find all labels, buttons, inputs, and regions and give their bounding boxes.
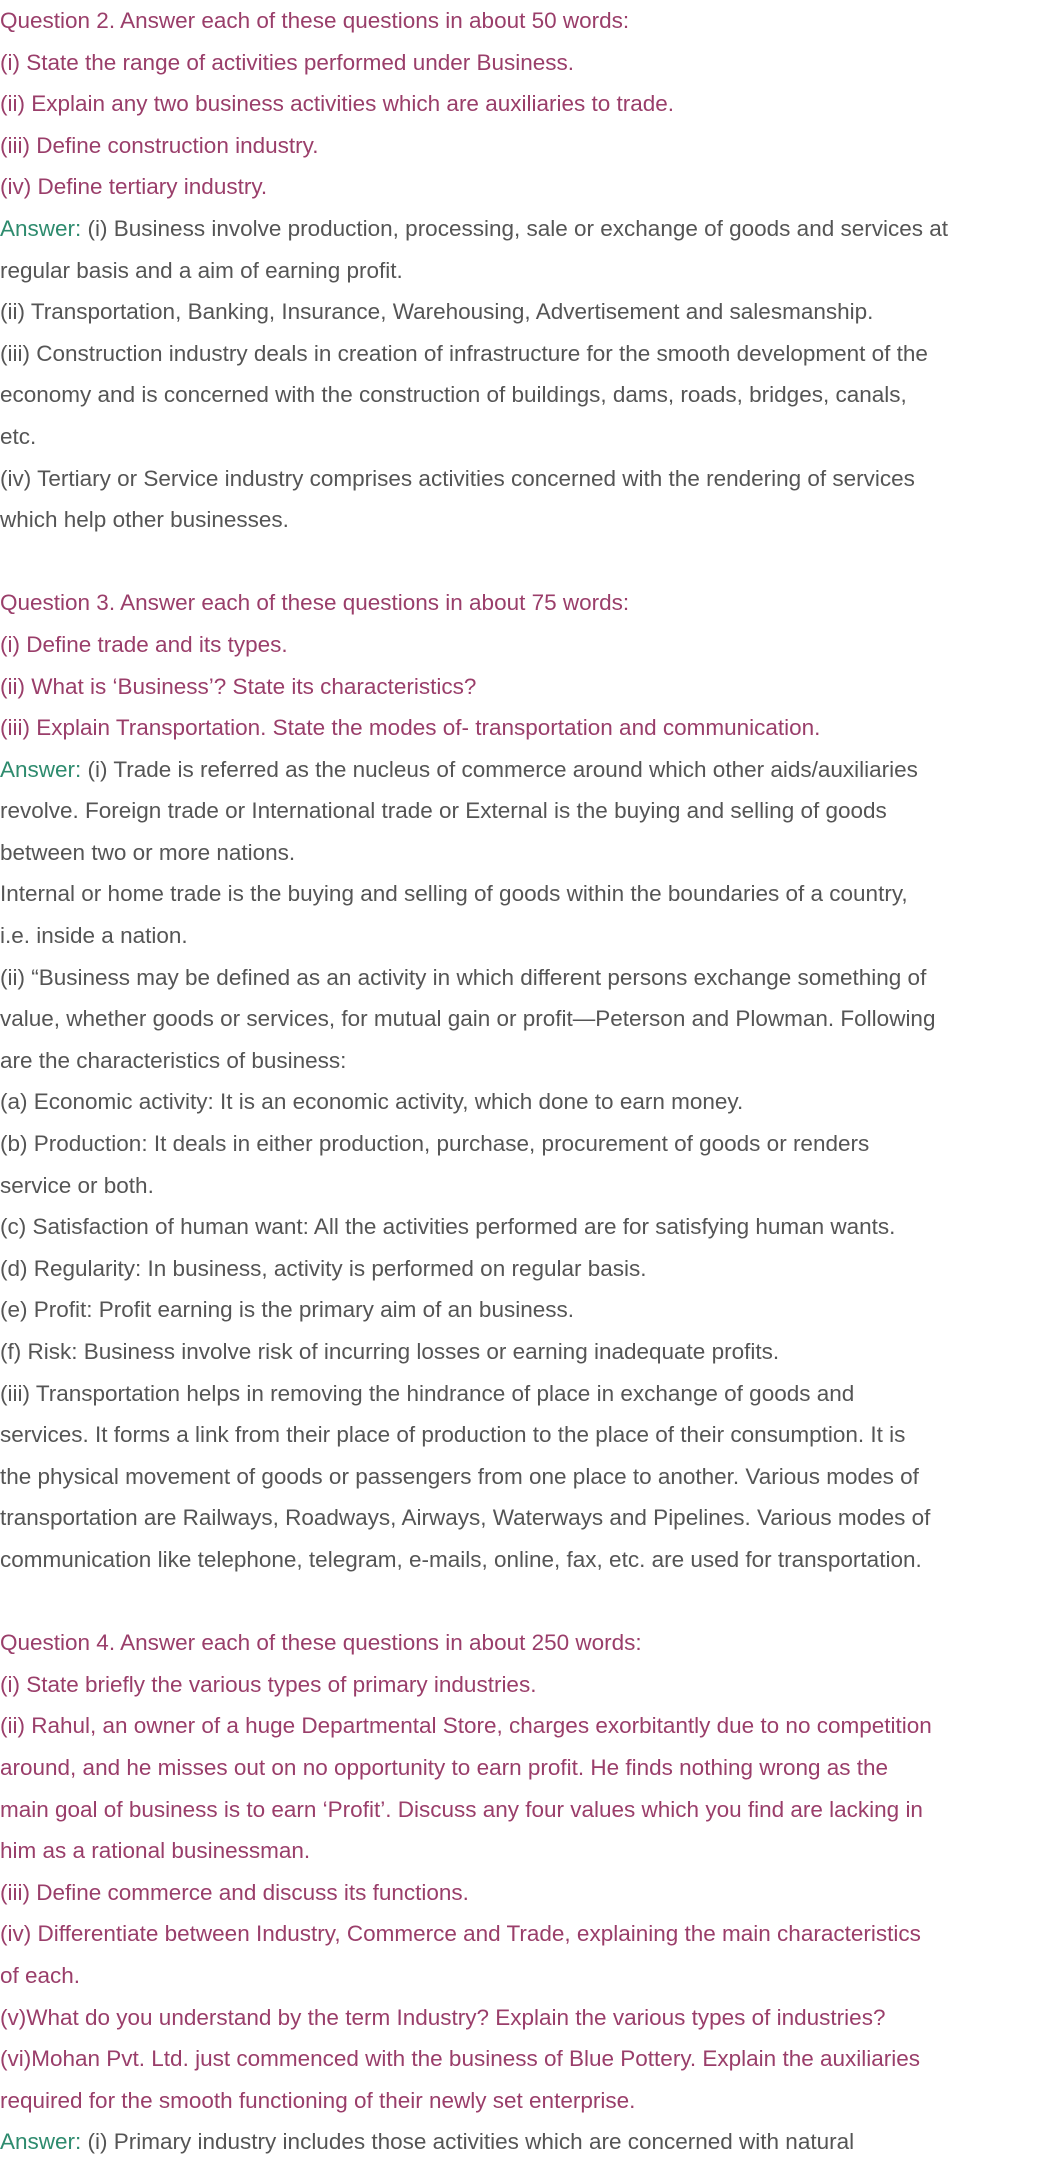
answer-line: are the characteristics of business:: [0, 1047, 347, 1073]
question-item: (iii) Explain Transportation. State the modes of- transportation and communication.: [0, 715, 821, 741]
answer-line: Internal or home trade is the buying and selling of goods within the boundaries of a country,: [0, 881, 908, 907]
answer-line: (ii) “Business may be defined as an activity in which different persons exchange something of: [0, 964, 927, 990]
question-title: Question 2. Answer each of these questions in about 50 words:: [0, 8, 630, 33]
question-item: required for the smooth functioning of their newly set enterprise.: [0, 2087, 636, 2113]
answer-line: (a) Economic activity: It is an economic activity, which done to earn money.: [0, 1089, 744, 1115]
answer-text: (i) Business involve production, processing, sale or exchange of goods and services at: [81, 215, 949, 241]
question-item: (iii) Define construction industry.: [0, 132, 319, 158]
answer-line: [0, 2121, 1054, 2163]
answer-line: (iv) Tertiary or Service industry comprises activities concerned with the rendering of services: [0, 465, 915, 491]
question-item: him as a rational businessman.: [0, 1838, 311, 1864]
answer-line: (e) Profit: Profit earning is the primary aim of an business.: [0, 1297, 574, 1323]
question-2: [0, 0, 1054, 541]
answer-text: (i) Trade is referred as the nucleus of commerce around which other aids/auxiliaries: [81, 756, 918, 782]
answer-line: (ii) Transportation, Banking, Insurance, Warehousing, Advertisement and salesmanship.: [0, 299, 874, 325]
answer-label: Answer:: [0, 215, 82, 241]
question-item: around, and he misses out on no opportunity to earn profit. He finds nothing wrong as the: [0, 1754, 889, 1780]
question-item: (iii) Define commerce and discuss its functions.: [0, 1879, 469, 1905]
answer-line: which help other businesses.: [0, 507, 289, 533]
answer-line: etc.: [0, 423, 37, 449]
answer-line: regular basis and a aim of earning profit.: [0, 257, 403, 283]
answer-line: service or both.: [0, 1172, 154, 1198]
question-title: Question 3. Answer each of these questions in about 75 words:: [0, 590, 630, 616]
question-4: [0, 1622, 1054, 2163]
answer-label: Answer:: [0, 756, 82, 782]
question-item: (iv) Differentiate between Industry, Commerce and Trade, explaining the main characteristics: [0, 1921, 921, 1947]
answer-line: revolve. Foreign trade or International trade or External is the buying and selling of goods: [0, 798, 887, 824]
spacer: [0, 541, 1054, 583]
question-item: (i) State the range of activities performed under Business.: [0, 49, 575, 75]
answer-line: (iii) Transportation helps in removing the hindrance of place in exchange of goods and: [0, 1380, 855, 1406]
question-item: (ii) Rahul, an owner of a huge Departmental Store, charges exorbitantly due to no competition: [0, 1713, 932, 1739]
answer-line: (b) Production: It deals in either production, purchase, procurement of goods or renders: [0, 1131, 870, 1157]
answer-line: communication like telephone, telegram, e-mails, online, fax, etc. are used for transportation.: [0, 1546, 922, 1572]
question-item: main goal of business is to earn ‘Profit’. Discuss any four values which you find are lacking in: [0, 1796, 923, 1822]
question-item: (i) State briefly the various types of primary industries.: [0, 1671, 537, 1697]
spacer: [0, 1581, 1054, 1623]
question-item: of each.: [0, 1962, 81, 1988]
answer-line: (d) Regularity: In business, activity is performed on regular basis.: [0, 1255, 647, 1281]
question-3: [0, 582, 1054, 1580]
answer-line: [0, 749, 1054, 791]
question-item: (ii) Explain any two business activities which are auxiliaries to trade.: [0, 91, 675, 117]
answer-text: (i) Primary industry includes those activities which are concerned with natural: [81, 2129, 855, 2155]
answer-line: (c) Satisfaction of human want: All the activities performed are for satisfying human wants.: [0, 1214, 896, 1240]
answer-line: (f) Risk: Business involve risk of incurring losses or earning inadequate profits.: [0, 1339, 780, 1364]
question-item: (ii) What is ‘Business’? State its characteristics?: [0, 673, 477, 699]
answer-line: (iii) Construction industry deals in creation of infrastructure for the smooth development of the: [0, 340, 928, 366]
question-item: (i) Define trade and its types.: [0, 631, 288, 657]
answer-line: [0, 208, 1054, 250]
answer-line: transportation are Railways, Roadways, Airways, Waterways and Pipelines. Various modes of: [0, 1505, 931, 1531]
answer-line: i.e. inside a nation.: [0, 923, 188, 949]
question-item: (iv) Define tertiary industry.: [0, 174, 268, 200]
question-title: Question 4. Answer each of these questions in about 250 words:: [0, 1630, 642, 1656]
answer-label: Answer:: [0, 2129, 82, 2155]
answer-line: economy and is concerned with the construction of buildings, dams, roads, bridges, canals,: [0, 382, 907, 408]
answer-line: value, whether goods or services, for mutual gain or profit—Peterson and Plowman. Following: [0, 1006, 936, 1032]
answer-line: the physical movement of goods or passengers from one place to another. Various modes of: [0, 1463, 919, 1489]
answer-line: between two or more nations.: [0, 839, 296, 865]
answer-line: services. It forms a link from their place of production to the place of their consumption. It is: [0, 1422, 906, 1448]
question-item: (v)What do you understand by the term Industry? Explain the various types of industries?: [0, 2004, 886, 2030]
question-item: (vi)Mohan Pvt. Ltd. just commenced with the business of Blue Pottery. Explain the auxiliaries: [0, 2046, 921, 2072]
